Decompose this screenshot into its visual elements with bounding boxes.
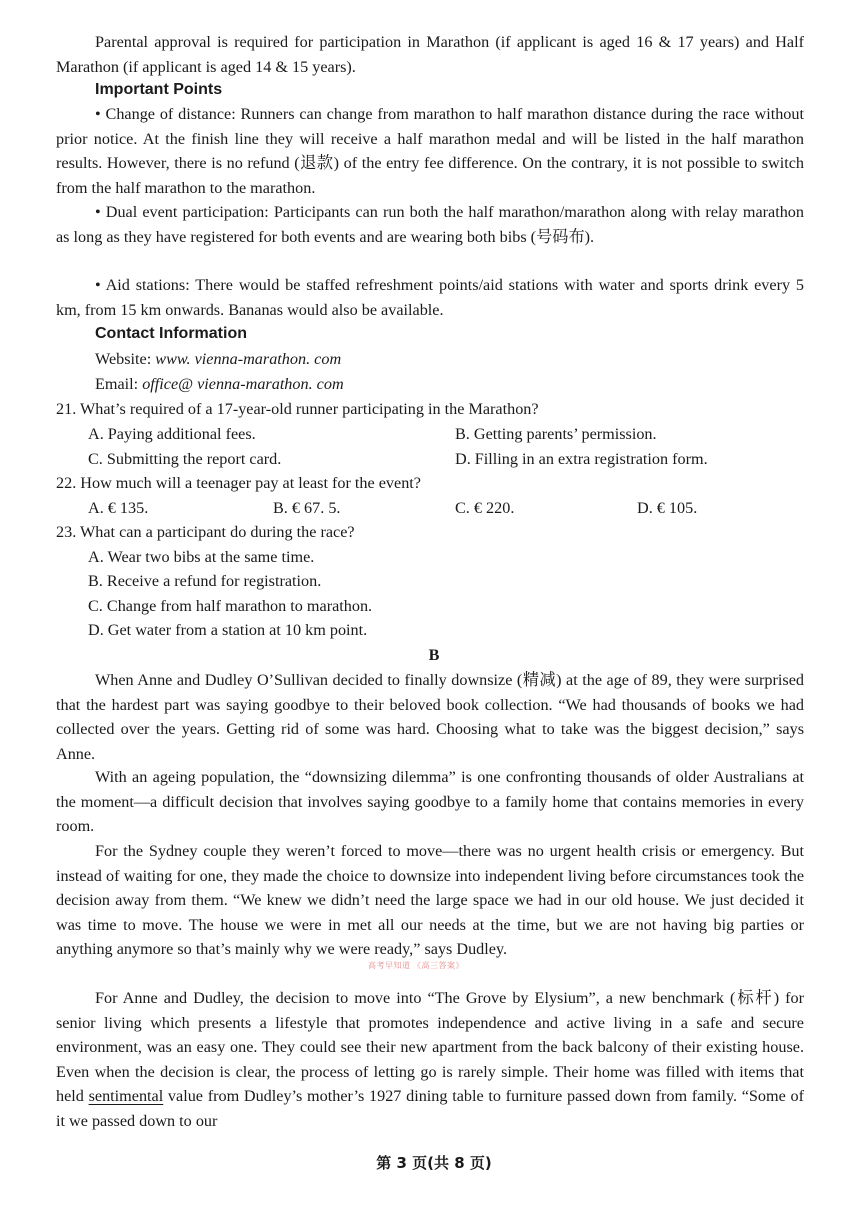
watermark: 高考早知道 《高三答案》 <box>368 961 464 970</box>
change-of-distance-text: Runners can change from marathon to half marathon distance during the race without prior notice. At the finish line they will receive a half marathon medal and will be listed in the half marathon results. However, there is no refund (退款) of the entry fee difference. On the contrary, it is not possible to switch from the half marathon to the marathon. <box>56 105 804 197</box>
question-23-option-b[interactable]: B. Receive a refund for registration. <box>88 572 322 590</box>
change-of-distance-lead: • Change of distance: <box>95 105 236 123</box>
question-21-option-d[interactable]: D. Filling in an extra registration form. <box>455 450 708 468</box>
contact-information-heading: Contact Information <box>95 325 247 342</box>
question-22-option-b[interactable]: B. € 67. 5. <box>273 499 341 517</box>
question-22-option-a[interactable]: A. € 135. <box>88 499 149 517</box>
email-line <box>95 372 344 397</box>
section-b-paragraph-4 <box>56 986 804 1133</box>
question-22-stem: 22. How much will a teenager pay at least for the event? <box>56 474 421 492</box>
question-21-option-a[interactable]: A. Paying additional fees. <box>88 425 256 443</box>
section-b-paragraph-3: For the Sydney couple they weren’t forced to move—there was no urgent health crisis or emergency. But instead of waiting for one, they made the choice to downsize into independent living before circumstances took the decision away from them. “We knew we didn’t need the large space we had in our old house. We just decided it was time to move. The house we were in met all our needs at the time, but we are not having big parties or anything anymore so that’s mainly why we were ready,” says Dudley. <box>56 842 804 958</box>
question-23-option-a[interactable]: A. Wear two bibs at the same time. <box>88 548 315 566</box>
parental-approval-paragraph: Parental approval is required for participation in Marathon (if applicant is aged 16 & 17 years) and Half Marathon (if applicant is aged 14 & 15 years). <box>56 33 804 76</box>
question-23-option-c[interactable]: C. Change from half marathon to marathon. <box>88 597 373 615</box>
section-b-paragraph-2: With an ageing population, the “downsizing dilemma” is one confronting thousands of older Australians at the moment—a difficult decision that involves saying goodbye to a family home that contains memories in every room. <box>56 768 804 835</box>
question-21-option-b[interactable]: B. Getting parents’ permission. <box>455 425 657 443</box>
website-link[interactable]: www. vienna-marathon. com <box>155 350 342 368</box>
website-label: Website: <box>95 350 152 368</box>
important-points-heading: Important Points <box>95 81 223 98</box>
dual-event-text: Participants can run both the half marathon/marathon along with relay marathon as long as they have registered for both events and are wearing both bibs (号码布). <box>56 203 804 246</box>
email-label: Email: <box>95 375 139 393</box>
question-23-option-d[interactable]: D. Get water from a station at 10 km point. <box>88 621 368 639</box>
website-line <box>95 347 341 372</box>
paragraph-4-text-after: value from Dudley’s mother’s 1927 dining table to furniture passed down from family. “Some of it we passed down to our <box>56 1087 805 1130</box>
question-22-option-c[interactable]: C. € 220. <box>455 499 515 517</box>
section-b-heading: B <box>428 646 440 664</box>
page-number-footer: 第 3 页(共 8 页) <box>376 1154 492 1172</box>
underlined-word-sentimental: sentimental <box>88 1087 164 1105</box>
section-b-paragraph-1: When Anne and Dudley O’Sullivan decided to finally downsize (精减) at the age of 89, they were surprised that the hardest part was saying goodbye to their beloved book collection. “We had thousands of books we had collected over the years. Getting rid of some was hard. Choosing what to take was the biggest decision,” says Anne. <box>56 671 804 763</box>
paragraph-4-text-before: For Anne and Dudley, the decision to move into “The Grove by Elysium”, a new benchmark (标杆) for senior living which presents a lifestyle that promotes independence and active living in a safe and secure environment, was an easy one. They could see their new apartment from the back balcony of their existing house. Even when the decision is clear, the process of letting go is rarely simple. Their home was filled with items that held <box>56 989 804 1105</box>
question-22-option-d[interactable]: D. € 105. <box>637 499 698 517</box>
question-21-stem: 21. What’s required of a 17-year-old runner participating in the Marathon? <box>56 400 539 418</box>
dual-event-paragraph <box>56 200 804 249</box>
dual-event-lead: • Dual event participation: <box>95 203 269 221</box>
aid-stations-paragraph <box>56 273 804 322</box>
question-23-stem: 23. What can a participant do during the race? <box>56 523 355 541</box>
change-of-distance-paragraph <box>56 102 804 200</box>
question-21-option-c[interactable]: C. Submitting the report card. <box>88 450 282 468</box>
email-link[interactable]: office@ vienna-marathon. com <box>142 375 344 393</box>
aid-stations-lead: • Aid stations: <box>95 276 190 294</box>
aid-stations-text: There would be staffed refreshment points/aid stations with water and sports drink every 5 km, from 15 km onwards. Bananas would also be available. <box>56 276 805 319</box>
